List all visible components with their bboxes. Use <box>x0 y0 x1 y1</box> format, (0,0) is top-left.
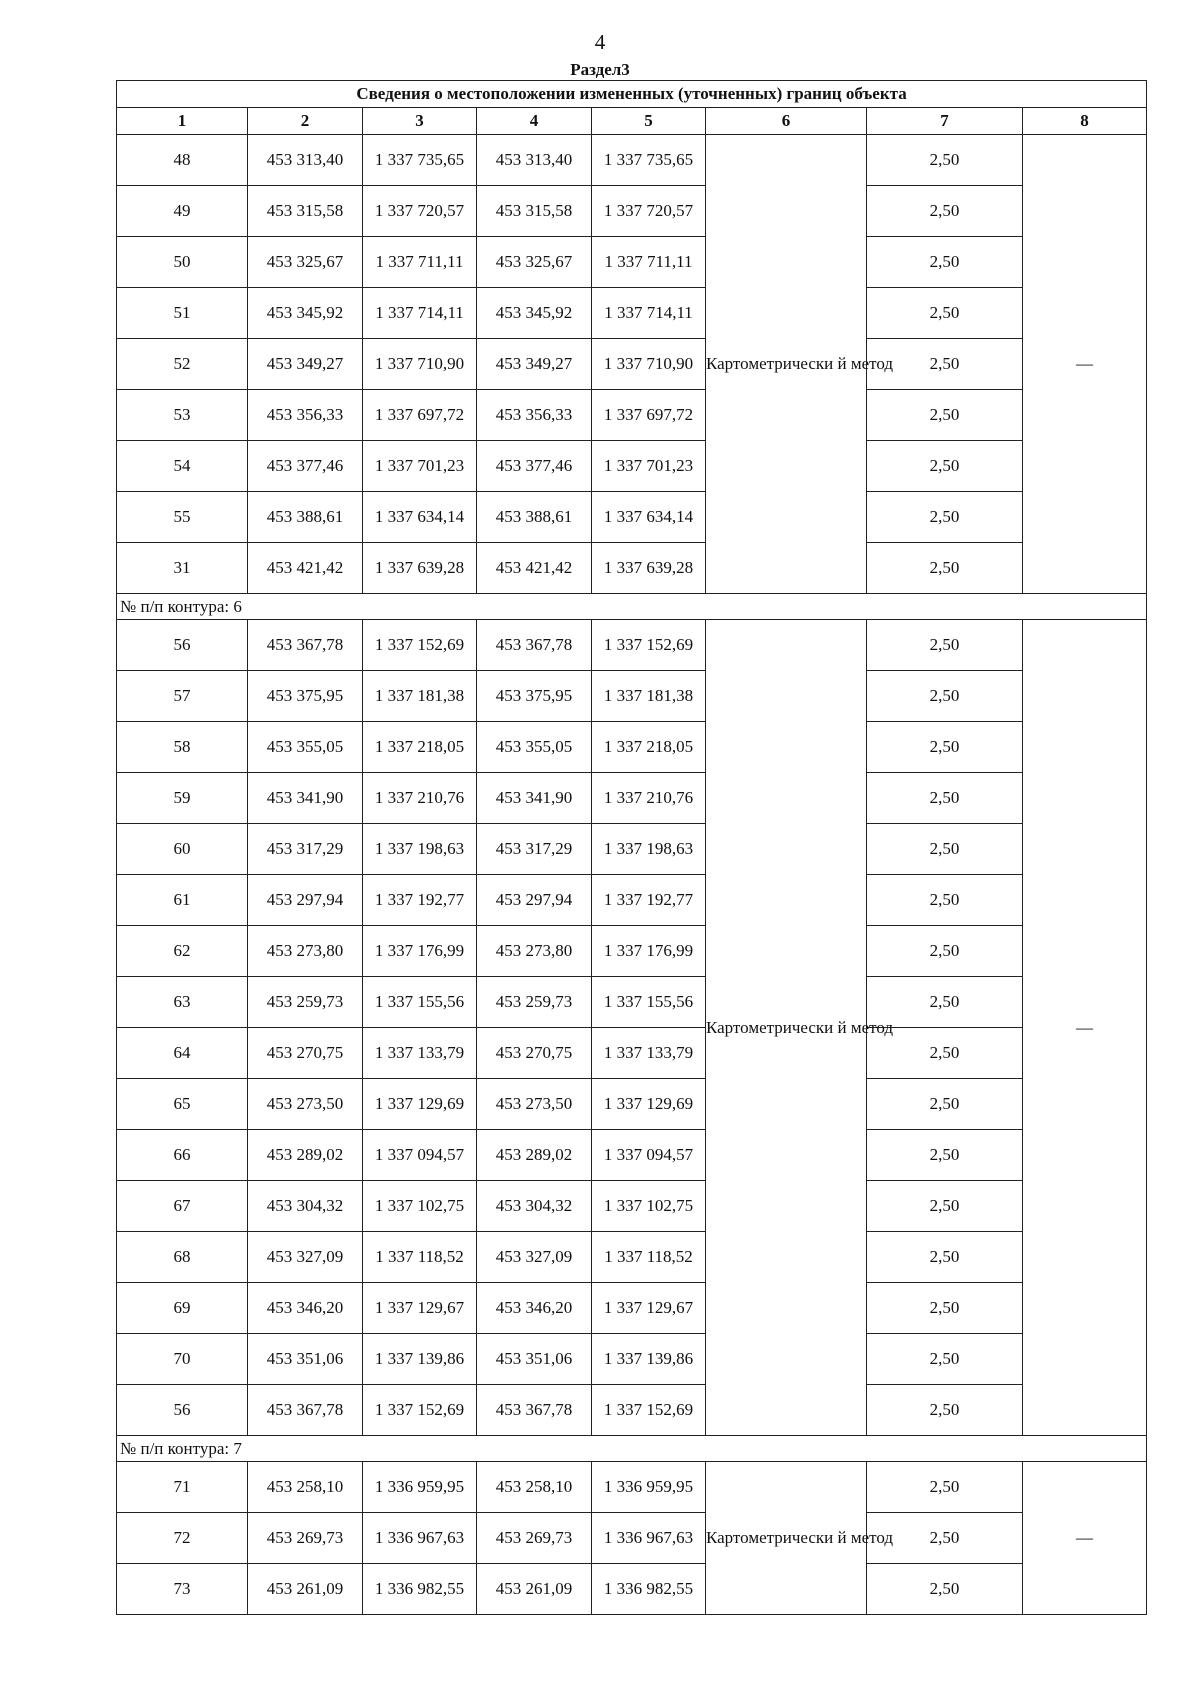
x-new-cell: 453 270,75 <box>477 1028 592 1079</box>
x-new-cell: 453 327,09 <box>477 1232 592 1283</box>
y-old-cell: 1 337 735,65 <box>363 135 477 186</box>
y-old-cell: 1 337 711,11 <box>363 237 477 288</box>
y-old-cell: 1 337 192,77 <box>363 875 477 926</box>
y-old-cell: 1 337 697,72 <box>363 390 477 441</box>
y-new-cell: 1 337 218,05 <box>592 722 706 773</box>
table-row <box>117 339 1147 390</box>
table-row <box>117 1564 1147 1615</box>
table-row <box>117 773 1147 824</box>
y-old-cell: 1 337 129,69 <box>363 1079 477 1130</box>
table-row <box>117 1283 1147 1334</box>
point-number-cell: 66 <box>117 1130 248 1181</box>
x-old-cell: 453 261,09 <box>248 1564 363 1615</box>
y-new-cell: 1 337 735,65 <box>592 135 706 186</box>
y-new-cell: 1 336 967,63 <box>592 1513 706 1564</box>
contour-label: № п/п контура: 6 <box>117 594 1147 620</box>
column-header: 8 <box>1023 108 1147 135</box>
y-new-cell: 1 337 701,23 <box>592 441 706 492</box>
x-old-cell: 453 317,29 <box>248 824 363 875</box>
precision-cell: 2,50 <box>867 237 1023 288</box>
point-number-cell: 73 <box>117 1564 248 1615</box>
point-number-cell: 56 <box>117 620 248 671</box>
y-new-cell: 1 337 139,86 <box>592 1334 706 1385</box>
y-new-cell: 1 336 982,55 <box>592 1564 706 1615</box>
y-new-cell: 1 337 155,56 <box>592 977 706 1028</box>
contour-label: № п/п контура: 7 <box>117 1436 1147 1462</box>
table-row <box>117 441 1147 492</box>
point-number-cell: 61 <box>117 875 248 926</box>
precision-cell: 2,50 <box>867 1385 1023 1436</box>
y-old-cell: 1 336 959,95 <box>363 1462 477 1513</box>
point-number-cell: 69 <box>117 1283 248 1334</box>
x-new-cell: 453 367,78 <box>477 1385 592 1436</box>
x-new-cell: 453 315,58 <box>477 186 592 237</box>
x-old-cell: 453 377,46 <box>248 441 363 492</box>
point-number-cell: 52 <box>117 339 248 390</box>
precision-cell: 2,50 <box>867 773 1023 824</box>
y-new-cell: 1 337 133,79 <box>592 1028 706 1079</box>
y-old-cell: 1 337 176,99 <box>363 926 477 977</box>
x-new-cell: 453 346,20 <box>477 1283 592 1334</box>
table-row <box>117 1232 1147 1283</box>
header-row <box>117 108 1147 135</box>
x-old-cell: 453 313,40 <box>248 135 363 186</box>
y-new-cell: 1 337 210,76 <box>592 773 706 824</box>
page-number: 4 <box>594 30 606 54</box>
table-row <box>117 1181 1147 1232</box>
point-number-cell: 67 <box>117 1181 248 1232</box>
x-old-cell: 453 375,95 <box>248 671 363 722</box>
point-number-cell: 68 <box>117 1232 248 1283</box>
table-row <box>117 824 1147 875</box>
table-row <box>117 977 1147 1028</box>
column-header: 3 <box>363 108 477 135</box>
y-new-cell: 1 337 198,63 <box>592 824 706 875</box>
y-old-cell: 1 337 639,28 <box>363 543 477 594</box>
column-header: 2 <box>248 108 363 135</box>
table-row <box>117 1385 1147 1436</box>
point-number-cell: 53 <box>117 390 248 441</box>
y-old-cell: 1 336 982,55 <box>363 1564 477 1615</box>
x-old-cell: 453 304,32 <box>248 1181 363 1232</box>
y-new-cell: 1 337 152,69 <box>592 1385 706 1436</box>
point-number-cell: 64 <box>117 1028 248 1079</box>
x-new-cell: 453 258,10 <box>477 1462 592 1513</box>
y-old-cell: 1 337 129,67 <box>363 1283 477 1334</box>
y-old-cell: 1 337 701,23 <box>363 441 477 492</box>
x-old-cell: 453 367,78 <box>248 1385 363 1436</box>
table-row <box>117 1130 1147 1181</box>
x-old-cell: 453 270,75 <box>248 1028 363 1079</box>
point-number-cell: 55 <box>117 492 248 543</box>
x-new-cell: 453 297,94 <box>477 875 592 926</box>
point-number-cell: 62 <box>117 926 248 977</box>
precision-cell: 2,50 <box>867 824 1023 875</box>
x-old-cell: 453 297,94 <box>248 875 363 926</box>
table-row <box>117 492 1147 543</box>
col8-cell: — <box>1023 1462 1147 1615</box>
precision-cell: 2,50 <box>867 977 1023 1028</box>
y-old-cell: 1 337 714,11 <box>363 288 477 339</box>
precision-cell: 2,50 <box>867 926 1023 977</box>
x-old-cell: 453 355,05 <box>248 722 363 773</box>
x-new-cell: 453 351,06 <box>477 1334 592 1385</box>
y-old-cell: 1 337 102,75 <box>363 1181 477 1232</box>
table-row <box>117 722 1147 773</box>
precision-cell: 2,50 <box>867 339 1023 390</box>
x-new-cell: 453 341,90 <box>477 773 592 824</box>
x-new-cell: 453 349,27 <box>477 339 592 390</box>
table-row <box>117 1028 1147 1079</box>
point-number-cell: 49 <box>117 186 248 237</box>
table-row <box>117 543 1147 594</box>
table-row <box>117 237 1147 288</box>
point-number-cell: 48 <box>117 135 248 186</box>
precision-cell: 2,50 <box>867 1028 1023 1079</box>
x-new-cell: 453 273,50 <box>477 1079 592 1130</box>
y-new-cell: 1 337 714,11 <box>592 288 706 339</box>
table-caption: Сведения о местоположении измененных (уточненных) границ объекта <box>117 81 1147 108</box>
x-old-cell: 453 349,27 <box>248 339 363 390</box>
column-header: 5 <box>592 108 706 135</box>
x-new-cell: 453 273,80 <box>477 926 592 977</box>
x-new-cell: 453 304,32 <box>477 1181 592 1232</box>
point-number-cell: 54 <box>117 441 248 492</box>
precision-cell: 2,50 <box>867 620 1023 671</box>
precision-cell: 2,50 <box>867 390 1023 441</box>
y-old-cell: 1 337 094,57 <box>363 1130 477 1181</box>
point-number-cell: 58 <box>117 722 248 773</box>
point-number-cell: 50 <box>117 237 248 288</box>
contour-row <box>117 594 1147 620</box>
column-header: 6 <box>706 108 867 135</box>
point-number-cell: 63 <box>117 977 248 1028</box>
x-old-cell: 453 367,78 <box>248 620 363 671</box>
y-old-cell: 1 337 152,69 <box>363 1385 477 1436</box>
table-row <box>117 1079 1147 1130</box>
table-row <box>117 390 1147 441</box>
precision-cell: 2,50 <box>867 1462 1023 1513</box>
x-new-cell: 453 313,40 <box>477 135 592 186</box>
y-old-cell: 1 337 210,76 <box>363 773 477 824</box>
precision-cell: 2,50 <box>867 135 1023 186</box>
precision-cell: 2,50 <box>867 492 1023 543</box>
x-new-cell: 453 355,05 <box>477 722 592 773</box>
y-old-cell: 1 337 634,14 <box>363 492 477 543</box>
y-old-cell: 1 337 139,86 <box>363 1334 477 1385</box>
point-number-cell: 60 <box>117 824 248 875</box>
y-new-cell: 1 337 720,57 <box>592 186 706 237</box>
y-new-cell: 1 337 181,38 <box>592 671 706 722</box>
x-old-cell: 453 346,20 <box>248 1283 363 1334</box>
table-row <box>117 620 1147 671</box>
point-number-cell: 57 <box>117 671 248 722</box>
table-row <box>117 186 1147 237</box>
x-new-cell: 453 269,73 <box>477 1513 592 1564</box>
table-row <box>117 135 1147 186</box>
y-old-cell: 1 337 133,79 <box>363 1028 477 1079</box>
precision-cell: 2,50 <box>867 722 1023 773</box>
table-row <box>117 1334 1147 1385</box>
y-new-cell: 1 337 129,69 <box>592 1079 706 1130</box>
point-number-cell: 65 <box>117 1079 248 1130</box>
y-new-cell: 1 337 118,52 <box>592 1232 706 1283</box>
point-number-cell: 51 <box>117 288 248 339</box>
table-row <box>117 1513 1147 1564</box>
x-old-cell: 453 259,73 <box>248 977 363 1028</box>
x-new-cell: 453 289,02 <box>477 1130 592 1181</box>
x-new-cell: 453 367,78 <box>477 620 592 671</box>
precision-cell: 2,50 <box>867 186 1023 237</box>
method-cell: Картометрически й метод <box>706 620 867 1436</box>
x-new-cell: 453 356,33 <box>477 390 592 441</box>
precision-cell: 2,50 <box>867 1079 1023 1130</box>
x-new-cell: 453 377,46 <box>477 441 592 492</box>
precision-cell: 2,50 <box>867 671 1023 722</box>
y-new-cell: 1 337 192,77 <box>592 875 706 926</box>
y-new-cell: 1 337 711,11 <box>592 237 706 288</box>
y-new-cell: 1 337 176,99 <box>592 926 706 977</box>
table-row <box>117 926 1147 977</box>
x-new-cell: 453 388,61 <box>477 492 592 543</box>
precision-cell: 2,50 <box>867 1513 1023 1564</box>
col8-cell: — <box>1023 135 1147 594</box>
x-old-cell: 453 289,02 <box>248 1130 363 1181</box>
point-number-cell: 70 <box>117 1334 248 1385</box>
precision-cell: 2,50 <box>867 1334 1023 1385</box>
table-row <box>117 875 1147 926</box>
point-number-cell: 31 <box>117 543 248 594</box>
y-old-cell: 1 337 198,63 <box>363 824 477 875</box>
col8-cell: — <box>1023 620 1147 1436</box>
precision-cell: 2,50 <box>867 543 1023 594</box>
y-old-cell: 1 336 967,63 <box>363 1513 477 1564</box>
precision-cell: 2,50 <box>867 1181 1023 1232</box>
point-number-cell: 72 <box>117 1513 248 1564</box>
x-old-cell: 453 325,67 <box>248 237 363 288</box>
table-row <box>117 288 1147 339</box>
y-new-cell: 1 337 102,75 <box>592 1181 706 1232</box>
x-old-cell: 453 273,80 <box>248 926 363 977</box>
x-new-cell: 453 345,92 <box>477 288 592 339</box>
y-old-cell: 1 337 720,57 <box>363 186 477 237</box>
x-old-cell: 453 258,10 <box>248 1462 363 1513</box>
x-old-cell: 453 388,61 <box>248 492 363 543</box>
section-title: Раздел3 <box>570 60 630 79</box>
y-old-cell: 1 337 155,56 <box>363 977 477 1028</box>
x-new-cell: 453 317,29 <box>477 824 592 875</box>
boundary-table <box>116 80 1147 1615</box>
precision-cell: 2,50 <box>867 1564 1023 1615</box>
x-old-cell: 453 341,90 <box>248 773 363 824</box>
table-row <box>117 671 1147 722</box>
y-new-cell: 1 337 634,14 <box>592 492 706 543</box>
y-new-cell: 1 337 152,69 <box>592 620 706 671</box>
contour-row <box>117 1436 1147 1462</box>
x-new-cell: 453 421,42 <box>477 543 592 594</box>
precision-cell: 2,50 <box>867 1130 1023 1181</box>
x-old-cell: 453 327,09 <box>248 1232 363 1283</box>
column-header: 1 <box>117 108 248 135</box>
precision-cell: 2,50 <box>867 1283 1023 1334</box>
precision-cell: 2,50 <box>867 288 1023 339</box>
y-old-cell: 1 337 181,38 <box>363 671 477 722</box>
y-new-cell: 1 337 710,90 <box>592 339 706 390</box>
y-new-cell: 1 337 094,57 <box>592 1130 706 1181</box>
x-old-cell: 453 315,58 <box>248 186 363 237</box>
x-old-cell: 453 356,33 <box>248 390 363 441</box>
point-number-cell: 56 <box>117 1385 248 1436</box>
y-new-cell: 1 337 697,72 <box>592 390 706 441</box>
precision-cell: 2,50 <box>867 441 1023 492</box>
column-header: 7 <box>867 108 1023 135</box>
y-old-cell: 1 337 118,52 <box>363 1232 477 1283</box>
y-old-cell: 1 337 710,90 <box>363 339 477 390</box>
x-new-cell: 453 325,67 <box>477 237 592 288</box>
y-new-cell: 1 337 129,67 <box>592 1283 706 1334</box>
point-number-cell: 59 <box>117 773 248 824</box>
method-cell: Картометрически й метод <box>706 1462 867 1615</box>
x-old-cell: 453 345,92 <box>248 288 363 339</box>
x-new-cell: 453 261,09 <box>477 1564 592 1615</box>
x-old-cell: 453 273,50 <box>248 1079 363 1130</box>
x-old-cell: 453 351,06 <box>248 1334 363 1385</box>
x-old-cell: 453 421,42 <box>248 543 363 594</box>
method-cell: Картометрически й метод <box>706 135 867 594</box>
x-new-cell: 453 375,95 <box>477 671 592 722</box>
precision-cell: 2,50 <box>867 875 1023 926</box>
y-old-cell: 1 337 152,69 <box>363 620 477 671</box>
y-new-cell: 1 336 959,95 <box>592 1462 706 1513</box>
y-old-cell: 1 337 218,05 <box>363 722 477 773</box>
x-old-cell: 453 269,73 <box>248 1513 363 1564</box>
y-new-cell: 1 337 639,28 <box>592 543 706 594</box>
point-number-cell: 71 <box>117 1462 248 1513</box>
precision-cell: 2,50 <box>867 1232 1023 1283</box>
table-row <box>117 1462 1147 1513</box>
column-header: 4 <box>477 108 592 135</box>
x-new-cell: 453 259,73 <box>477 977 592 1028</box>
